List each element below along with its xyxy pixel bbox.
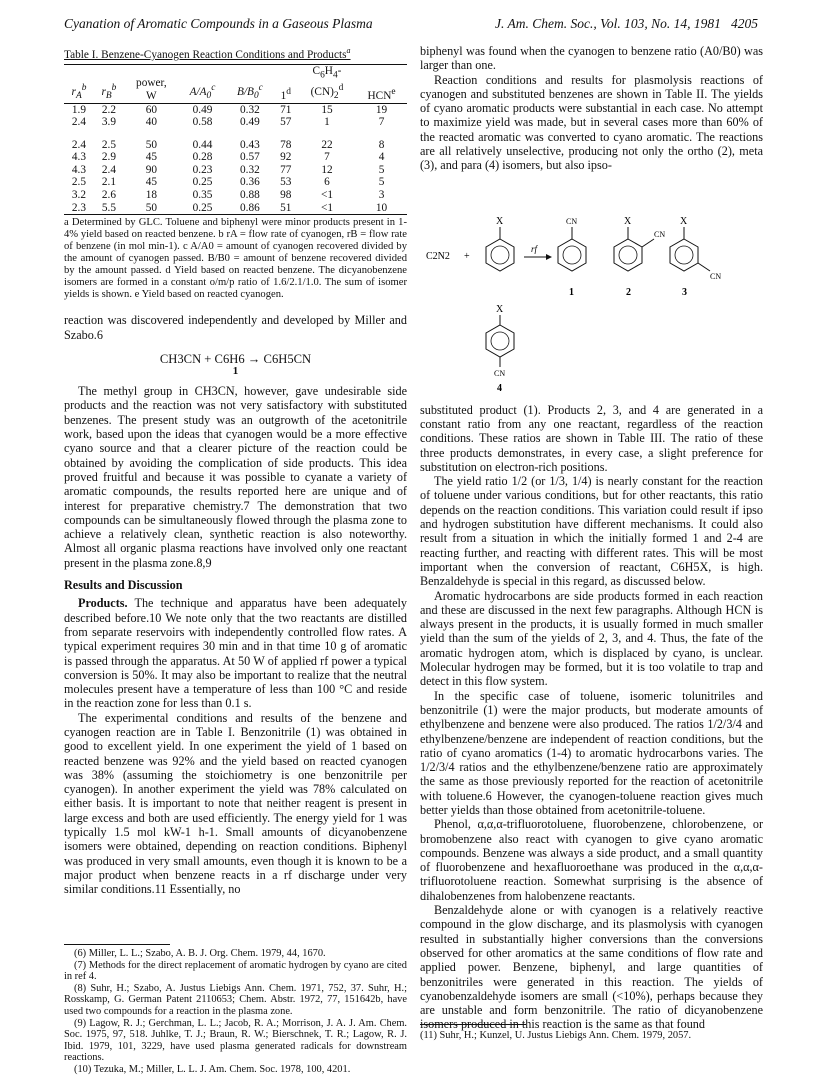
reagent-label: C2N2 [426, 250, 450, 262]
table-cell: 53 [280, 176, 292, 189]
paragraph: reaction was discovered independently and developed by Miller and Szabo.6 [64, 313, 407, 342]
svg-text:CN: CN [566, 216, 578, 226]
table-cell: 2.9 [101, 151, 116, 164]
table-cell: 19 [375, 103, 388, 116]
table-cell: 5 [378, 163, 385, 176]
table-cell: 0.86 [240, 201, 260, 214]
footnote: (6) Miller, L. L.; Szabo, A. B. J. Org. Chem. 1979, 44, 1670. [74, 948, 326, 959]
table-cell: 0.25 [192, 201, 213, 214]
svg-text:X: X [496, 303, 504, 315]
left-column [64, 44, 407, 897]
table-cell: 0.28 [192, 151, 213, 164]
paragraph: The yield ratio 1/2 (or 1/3, 1/4) is nearly constant for the reaction of toluene under various conditions, but for other reactants, this ratio depends on the reaction conditions. This variation could result if ipso and hydrogen substitution have different mechanisms. It could also result from a situation in which the initially formed 1 and 2-4 are reacting further, and reacting with different rates. This will be most important when the conversion of reactant, C6H5X, is high. Benzaldehyde is special in this regard, as discussed below. [420, 474, 763, 589]
svg-text:2: 2 [626, 286, 631, 298]
right-column [420, 44, 763, 1032]
table-row [64, 116, 407, 129]
paragraph: In the specific case of toluene, isomeric tolunitriles and benzonitrile (1) were the major products, but moderate amounts of ethylbenzene and benzene were also produced. The ratios 1/2/3/4 and ethylbenzene/benzene are independent of reaction conditions, but the ratio of cyano aromatics (1-4) to aromatic hydrocarbons varies. The 1/2/3/4 ratios and the ethylbenzene/benzene ratio are approximately the same as those previously reported for the reaction of acetonitrile with toluene.6 However, the cyanogen-toluene reaction gives much better yields than those obtained from acetonitrile-toluene. [420, 688, 763, 817]
table-cell: 22 [321, 138, 333, 151]
table-group-gap [64, 129, 407, 139]
table-row [64, 103, 407, 116]
table-cell: 0.32 [240, 103, 260, 116]
col-b-b0: $B/B_0^c$ [236, 82, 263, 101]
equation-label: 1 [232, 365, 239, 378]
paragraph: Products. The technique and apparatus have been adequately described before.10 We note only that the two reactants are distilled from separate reservoirs with independently controlled flow rates. A typical experiment requires 30 min and in that time 10 g of aromatic is passed through the apparatus. At 50 W of applied rf power a typical conversion is 50%. It may also be important to realize that the neutral molecules present have a temperature of less than 100 °C and reside in the reaction zone for less than 0.1 s. [64, 596, 407, 711]
col-1: 1$^d$ [280, 87, 291, 102]
table-cell: 8 [378, 138, 385, 151]
footnote: (7) Methods for the direct replacement of aromatic hydrogen by cyano are cited in ref 4. [64, 959, 407, 983]
table-cell: 6 [324, 176, 330, 189]
table-cell: 2.3 [71, 201, 87, 214]
table-cell: 92 [280, 151, 292, 164]
paragraph: The experimental conditions and results of the benzene and cyanogen reaction are in Table I. Benzonitrile (1) was obtained in good to excellent yield. In one experiment the yield of 1 based on reacted benzene was 92% and the yield based on reacted cyanogen was 38% (assuming the stoichiometry is one benzonitrile per cyanogen). In another experiment the yield was 78% calculated on either basis. It is important to note that neither reagent is present in large excess and both are used efficiently. The energy yield for 1 was typically 1.5 mol kW-1 h-1. Small amounts of dicyanobenzene isomers were obtained, depending on reaction conditions. Biphenyl was produced in very small amounts, even though it is known to be a major product when benzene reacts in a rf discharge under very similar conditions.11 Essentially, no [64, 710, 407, 897]
table-cell: <1 [320, 201, 333, 214]
paragraph: Reaction conditions and results for plasmolysis reactions of cyanogen and substituted benzenes are shown in Table II. The yields of cyano aromatic products were substantial in each case. No attempt to maximize yield was made, but in several cases more than 60% of the reacted aromatic was converted to cyano aromatic. The reactions are all relatively unselective, producing not only the ortho (2), meta (3), and para (4) isomers, but also ipso- [420, 72, 763, 173]
footnote-rule [64, 944, 170, 945]
table-cell: 2.6 [101, 189, 116, 202]
col-hcn: HCN$^e$ [367, 87, 396, 102]
header-journal: J. Am. Chem. Soc., Vol. 103, No. 14, 1981 4205 [495, 16, 758, 31]
table-cell: 3 [378, 189, 385, 202]
table-footnotes: a Determined by GLC. Toluene and biphenyl were minor products present in 1-4% yield based on reacted benzene. b rA = flow rate of cyanogen, rB = flow rate of benzene (in mol min-1). c A/A0 = amount of cyanogen recovered divided by the amount of cyanogen passed. B/B0 = amount of benzene recovered divided by the amount passed. d Yield based on reacted benzene. The dicyanobenzene isomers are formed in a constant o/m/p ratio of 1.6/2.1/1.0. The sum of isomer yields is shown. e Yield based on reacted cyanogen. [64, 214, 407, 301]
table-row [64, 176, 407, 189]
table-cell: 2.5 [71, 176, 87, 189]
paragraph: Aromatic hydrocarbons are side products formed in each reaction and these are discussed in the next few paragraphs. Although HCN is always present in the products, it is usually formed in much smaller yield than the sum of the yields of 2, 3, and 4. Thus, the fate of the aromatic hydrogen atom, which is displaced by cyano, is unclear. Molecular hydrogen may be formed, but it is too volatile to trap and detect in this flow system. [420, 588, 763, 689]
table-cell: 12 [321, 163, 333, 176]
table-cell: 15 [321, 103, 333, 116]
table-cell: 3.9 [101, 116, 116, 129]
paragraph: biphenyl was found when the cyanogen to benzene ratio (A0/B0) was larger than one. [420, 44, 763, 73]
col-power: power, W [136, 77, 167, 102]
svg-text:X: X [624, 215, 632, 227]
paragraph: The methyl group in CH3CN, however, gave undesirable side products and the reaction was not very satisfactory with substituted benzenes. The present study was an outgrowth of the acetonitrile work, based upon the ideas that cyanogen would be a more effective cyano source and that a clearer picture of the reaction could be obtained by avoiding the complication of side products. This idea proved fruitful and because it was possible to cyanate a variety of aromatic compounds, the results reported here are unique and of interest for preparative chemistry.7 The demonstration that two compounds can be simultaneously flowed through the plasma zone to achieve a relatively clean, synthetic reaction is also noteworthy. Almost all organic plasma reactions have involved only one reactant present in the plasma zone.8,9 [64, 384, 407, 570]
benzene-ring-product-2 [614, 216, 665, 298]
table-cell: 5.5 [101, 201, 116, 214]
running-header [64, 16, 758, 34]
table-row [64, 164, 407, 177]
col-dicyano: $C_6H_4-$ $(CN)_2^d$ [310, 65, 344, 101]
paragraph: Phenol, α,α,α-trifluorotoluene, fluorobenzene, chlorobenzene, or bromobenzene also react with cyanogen to give cyano aromatic compounds. Benzene was always a side product, and a small quantity of fluorobenzene and hexafluoroethane was produced in the α,α,α-trifluorotoluene reaction. Somewhat surprising is the absence of dihalobenzenes from halobenzene reactants. [420, 817, 763, 903]
table-cell: 4 [378, 151, 385, 164]
table-cell: 45 [145, 176, 157, 189]
table-cell: 0.44 [192, 138, 213, 151]
footnote: (10) Tezuka, M.; Miller, L. L. J. Am. Chem. Soc. 1978, 100, 4201. [74, 1063, 351, 1075]
table-header-row [64, 65, 407, 103]
footnote-rule [420, 1024, 526, 1025]
svg-text:CN: CN [494, 368, 506, 378]
table-cell: 0.58 [192, 116, 213, 129]
reaction-scheme [420, 179, 763, 397]
col-a-a0: $A/A_0^c$ [189, 82, 216, 101]
svg-text:1: 1 [569, 286, 574, 298]
table-cell: 2.4 [101, 163, 116, 176]
table-row [64, 151, 407, 164]
table-cell: 0.49 [240, 116, 260, 129]
table-cell: 7 [324, 151, 330, 164]
table-cell: 51 [280, 201, 292, 214]
benzene-ring-reactant [486, 216, 514, 271]
table-cell: 77 [280, 163, 292, 176]
table-cell: 2.5 [101, 138, 116, 151]
table-row [64, 202, 407, 215]
table-cell: 0.43 [240, 138, 260, 151]
table-1 [64, 64, 407, 214]
section-heading: Results and Discussion [64, 578, 183, 593]
svg-text:X: X [496, 215, 504, 227]
svg-text:X: X [680, 215, 688, 227]
table-cell: 10 [375, 201, 388, 214]
equation: CH3CN + C6H6 → C6H5CN [159, 351, 312, 366]
svg-text:CN: CN [654, 229, 666, 239]
footnote: (9) Lagow, R. J.; Gerchman, L. L.; Jacob, R. A.; Morrison, J. A. J. Am. Chem. Soc. 1975, 97, 518. Juhlke, T. J.; Braun, R. W.; Bierschnek, T. R.; Lagow, R. J. Ibid. 1979, 101, 3229, have used plasma generated radicals for downstream reactions. [64, 1017, 407, 1064]
svg-text:CN: CN [710, 271, 722, 281]
table-cell: 57 [280, 116, 292, 129]
table-body [64, 103, 407, 214]
table-cell: 78 [280, 138, 292, 151]
benzene-ring-product-4 [486, 304, 514, 394]
table-cell: 45 [145, 151, 157, 164]
table-cell: 1.9 [71, 103, 87, 116]
table-cell: 50 [145, 138, 157, 151]
col-ra: $r_A^b$ [71, 82, 87, 101]
table-cell: 1 [324, 116, 330, 129]
table-cell: 2.4 [71, 138, 87, 151]
table-cell: 90 [145, 163, 157, 176]
benzene-ring-product-1 [558, 217, 586, 298]
table-cell: 2.1 [101, 176, 116, 189]
svg-text:4: 4 [497, 382, 502, 394]
col-rb: $r_B^b$ [101, 82, 117, 101]
plus-sign: + [464, 250, 470, 262]
table-cell: 0.23 [192, 163, 213, 176]
table-cell: 0.32 [240, 163, 260, 176]
table-cell: 4.3 [71, 151, 87, 164]
table-cell: 3.2 [71, 189, 87, 202]
table-cell: 2.2 [101, 103, 116, 116]
svg-text:3: 3 [682, 286, 687, 298]
footnote: (8) Suhr, H.; Szabo, A. Justus Liebigs Ann. Chem. 1971, 752, 37. Suhr, H.; Rosskamp, G. German Patent 2110653; Chem. Abstr. 1972, 77, 151642b, have used two compounds for a reaction in the plasma zone. [64, 982, 407, 1017]
reaction-arrow [524, 244, 552, 260]
table-cell: 71 [280, 103, 292, 116]
table-cell: 50 [145, 201, 157, 214]
table-cell: 0.88 [240, 189, 260, 202]
table-cell: <1 [320, 189, 333, 202]
table-cell: 18 [145, 189, 157, 202]
table-row [64, 139, 407, 152]
table-cell: 40 [145, 116, 157, 129]
table-cell: 2.4 [71, 116, 87, 129]
footnotes [64, 948, 407, 1076]
table-cell: 0.57 [240, 151, 260, 164]
paragraph: substituted product (1). Products 2, 3, and 4 are generated in a constant ratio from any one reactant, regardless of the reaction conditions. These ratios are shown in Table III. The ratio of these three products demonstrates, in every case, a slight preference for substitution on electron-rich positions. [420, 402, 763, 474]
table-caption: Table I. Benzene-Cyanogen Reaction Conditions and Products$^a$ [64, 46, 351, 61]
table-row [64, 189, 407, 202]
svg-text:rf: rf [531, 243, 538, 254]
table-cell: 98 [280, 189, 292, 202]
table-cell: 0.49 [192, 103, 213, 116]
table-cell: 0.36 [240, 176, 260, 189]
benzene-ring-product-3 [670, 216, 721, 298]
table-cell: 5 [378, 176, 385, 189]
table-cell: 0.25 [192, 176, 213, 189]
paragraph: Benzaldehyde alone or with cyanogen is a relatively reactive compound in the glow discharge, and its plasmolysis with cyanogen resulted in substantially higher conversions than the conversions observed for other aromatics at the same conditions of flow rate and applied power. Benzene, biphenyl, and large quantities of benzonitriles were generated in this reaction. The yields of cyanobenzaldehyde isomers are small (<10%), perhaps because they are unstable and form benzonitrile. The ratio of dicyanobenzene isomers produced in this reaction is the same as that found [420, 903, 763, 1032]
header-title: Cyanation of Aromatic Compounds in a Gaseous Plasma [64, 16, 373, 31]
footnote: (11) Suhr, H.; Kunzel, U. Justus Liebigs Ann. Chem. 1979, 2057. [420, 1030, 692, 1041]
table-cell: 4.3 [71, 163, 87, 176]
table-cell: 7 [378, 116, 385, 129]
table-cell: 60 [145, 103, 157, 116]
table-cell: 0.35 [192, 189, 213, 202]
